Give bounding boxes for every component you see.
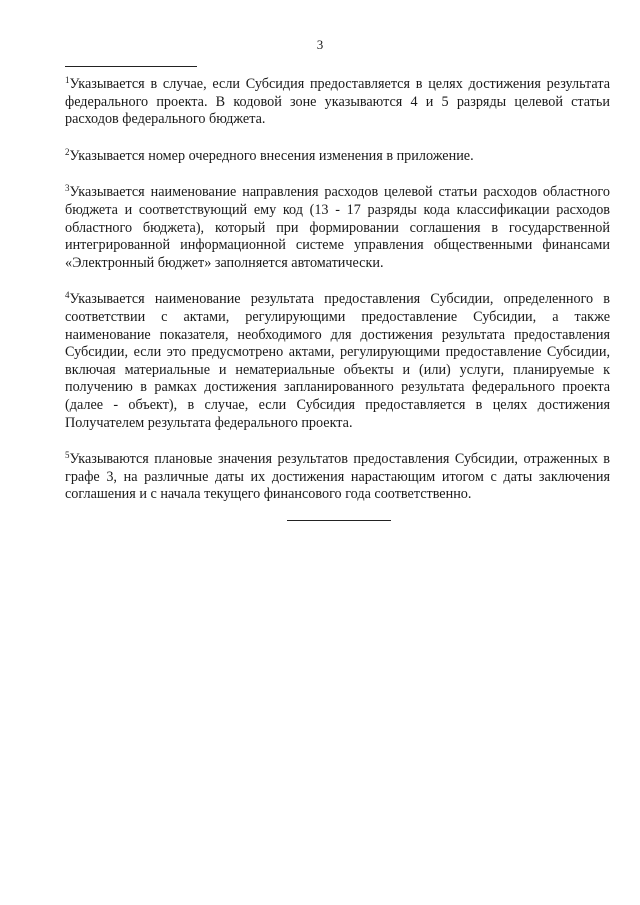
footnote-text: Указывается номер очередного внесения изменения в приложение.: [69, 147, 474, 164]
footnote-2: [65, 148, 610, 166]
footnote-marker: 5: [65, 450, 70, 461]
footnote-3: [65, 184, 610, 272]
footnote-text: Указывается наименование результата предоставления Субсидии, определенного в соответствии с актами, регулирующими предоставление Субсидии, а также наименование показателя, необходимого для достижения результата предоставления Субсидии, если это предусмотрено актами, регулирующими предоставление Субсидии, включая материальные и нематериальные объекты и (или) услуги, планируемые к получению в рамках достижения запланированного результата федерального проекта (далее - объект), в случае, если Субсидия предоставляется в целях достижения Получателем результата федерального проекта.: [65, 291, 610, 431]
footnote-marker: 4: [65, 290, 70, 301]
footnote-text: Указывается в случае, если Субсидия предоставляется в целях достижения результата федерального проекта. В кодовой зоне указываются 4 и 5 разряды целевой статьи расходов федерального бюджета.: [65, 76, 610, 128]
footnote-5: [65, 451, 610, 504]
footnote-separator: [65, 66, 197, 67]
page-number: 3: [316, 37, 324, 52]
footnote-1: [65, 76, 610, 129]
footnote-marker: 3: [65, 183, 70, 194]
end-separator: [287, 520, 391, 521]
footnote-text: Указывается наименование направления расходов целевой статьи расходов областного бюджета и соответствующий ему код (13 - 17 разряды кода классификации расходов областного бюджета), который при формировании соглашения в государственной интегрированной информационной системе управления общественными финансами «Электронный бюджет» заполняется автоматически.: [65, 184, 610, 271]
footnote-marker: 2: [65, 146, 70, 157]
footnote-text: Указываются плановые значения результатов предоставления Субсидии, отраженных в графе 3, на различные даты их достижения нарастающим итогом с даты заключения соглашения и с начала текущего финансового года соответственно.: [65, 451, 610, 503]
footnote-4: [65, 291, 610, 432]
footnote-marker: 1: [65, 75, 70, 85]
footnotes-list: [65, 76, 610, 523]
